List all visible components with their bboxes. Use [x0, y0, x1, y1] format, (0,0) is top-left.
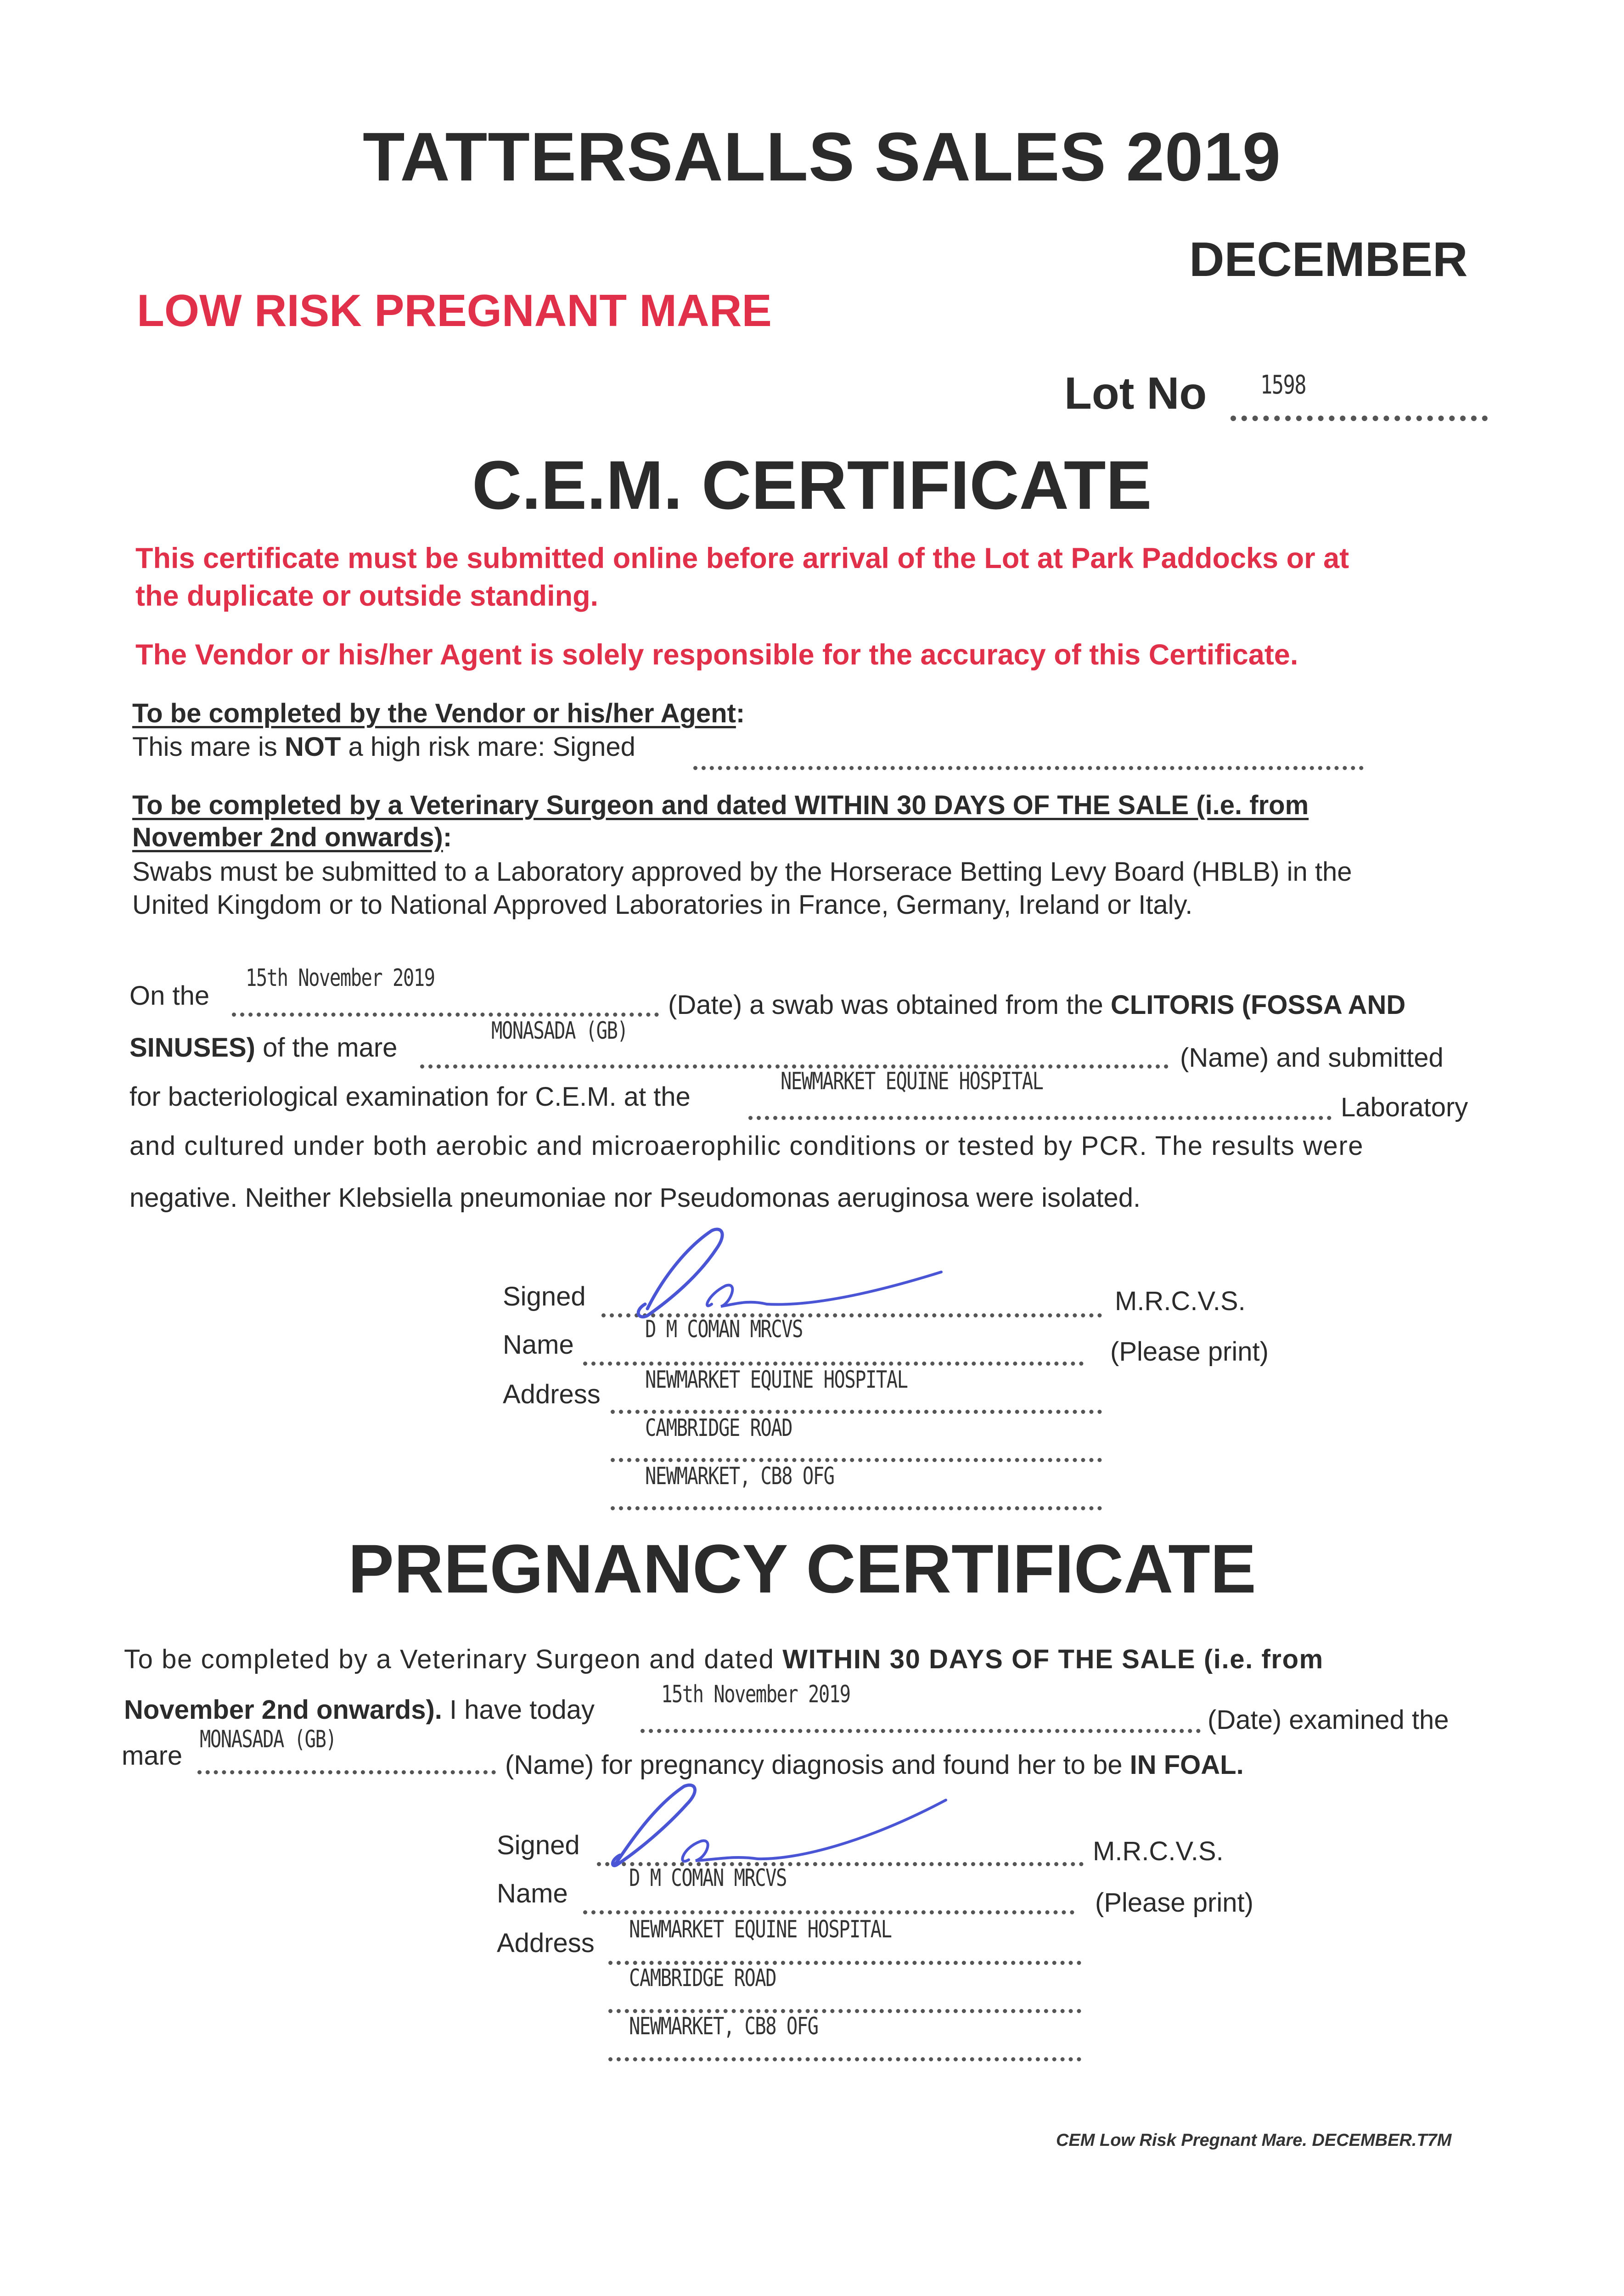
pregnancy-date-line: [641, 1729, 1201, 1733]
pregnancy-date-value: 15th November 2019: [661, 1681, 850, 1708]
name-submitted-label: (Name) and submitted: [1180, 1043, 1444, 1073]
sinuses-line: SINUSES) of the mare: [129, 1033, 398, 1063]
cem-please-print: (Please print): [1110, 1337, 1269, 1367]
pregnancy-date-suffix: (Date) examined the: [1208, 1705, 1449, 1735]
pregnancy-address-line1: NEWMARKET EQUINE HOSPITAL: [629, 1916, 892, 1943]
document-title: TATTERSALLS SALES 2019: [363, 118, 1281, 195]
cem-address-line2: CAMBRIDGE ROAD: [645, 1414, 792, 1442]
cem-signed-label: Signed: [503, 1282, 586, 1311]
pregnancy-address-line3-rule: [608, 2057, 1081, 2061]
pregnancy-found-text: (Name) for pregnancy diagnosis and found her to be IN FOAL.: [505, 1750, 1244, 1780]
on-the-label: On the: [129, 981, 210, 1011]
pregnancy-mare-name-line: [197, 1770, 496, 1774]
bacteriological-line: for bacteriological examination for C.E.M. at the: [129, 1082, 691, 1112]
cem-address-line3-rule: [611, 1506, 1102, 1510]
negative-line: negative. Neither Klebsiella pneumoniae nor Pseudomonas aeruginosa were isolated.: [129, 1183, 1141, 1213]
pregnancy-address-line3: NEWMARKET, CB8 OFG: [629, 2013, 818, 2040]
pregnancy-signed-label: Signed: [497, 1830, 580, 1860]
pregnancy-line1: To be completed by a Veterinary Surgeon and dated WITHIN 30 DAYS OF THE SALE (i.e. from: [124, 1644, 1324, 1674]
vet-heading-line2: November 2nd onwards):: [132, 822, 452, 852]
cem-warning-line1: This certificate must be submitted online before arrival of the Lot at Park Paddocks or at: [135, 542, 1349, 574]
cem-address-line2-rule: [611, 1458, 1102, 1462]
cultured-line: and cultured under both aerobic and microaerophilic conditions or tested by PCR. The results were: [129, 1131, 1364, 1161]
cem-address-line1: NEWMARKET EQUINE HOSPITAL: [645, 1366, 908, 1394]
cem-date-line: [232, 1013, 659, 1017]
pregnancy-address-label: Address: [497, 1928, 595, 1958]
pregnancy-mare-label: mare: [122, 1741, 183, 1771]
cem-mare-name: MONASADA (GB): [491, 1017, 628, 1045]
cem-address-line1-rule: [611, 1410, 1102, 1414]
vendor-signature-line: [693, 766, 1364, 770]
laboratory-value: NEWMARKET EQUINE HOSPITAL: [781, 1068, 1043, 1095]
cem-title: C.E.M. CERTIFICATE: [472, 446, 1152, 523]
cem-date-suffix: (Date) a swab was obtained from the CLITORIS (FOSSA AND: [668, 990, 1406, 1020]
lot-number: 1598: [1260, 370, 1306, 400]
cem-name-label: Name: [503, 1330, 574, 1360]
pregnancy-signature-image: [583, 1773, 960, 1874]
cem-address-line3: NEWMARKET, CB8 OFG: [645, 1463, 834, 1490]
cem-date-value: 15th November 2019: [246, 964, 435, 992]
cem-mrcvs-label: M.R.C.V.S.: [1115, 1286, 1246, 1316]
pregnancy-line2: November 2nd onwards). I have today: [124, 1695, 595, 1725]
sale-month: DECEMBER: [1189, 232, 1468, 287]
lot-label: Lot No: [1064, 368, 1207, 418]
cem-name-line: [583, 1362, 1084, 1366]
pregnancy-vet-name: D M COMAN MRCVS: [629, 1864, 787, 1892]
vendor-statement: This mare is NOT a high risk mare: Signed: [132, 732, 635, 762]
pregnancy-address-line2: CAMBRIDGE ROAD: [629, 1964, 776, 1992]
pregnancy-name-label: Name: [497, 1879, 568, 1908]
mare-category: LOW RISK PREGNANT MARE: [137, 285, 772, 336]
cem-warning-line2: the duplicate or outside standing.: [135, 580, 599, 612]
pregnancy-name-line: [583, 1910, 1074, 1914]
pregnancy-please-print: (Please print): [1095, 1888, 1253, 1918]
swab-line2: United Kingdom or to National Approved Laboratories in France, Germany, Ireland or Italy.: [132, 890, 1193, 920]
cem-responsibility: The Vendor or his/her Agent is solely responsible for the accuracy of this Certificate.: [135, 639, 1298, 671]
swab-line1: Swabs must be submitted to a Laboratory approved by the Horserace Betting Levy Board (HBLB) in the: [132, 857, 1352, 887]
pregnancy-mrcvs-label: M.R.C.V.S.: [1093, 1836, 1224, 1866]
pregnancy-mare-name: MONASADA (GB): [200, 1726, 337, 1753]
vendor-heading: To be completed by the Vendor or his/her Agent:: [132, 698, 745, 728]
laboratory-label: Laboratory: [1341, 1092, 1468, 1122]
cem-vet-name: D M COMAN MRCVS: [645, 1316, 803, 1343]
pregnancy-title: PREGNANCY CERTIFICATE: [348, 1530, 1256, 1607]
cem-signature-image: [592, 1212, 969, 1322]
vet-heading-line1: To be completed by a Veterinary Surgeon and dated WITHIN 30 DAYS OF THE SALE (i.e. from: [132, 790, 1309, 820]
laboratory-line: [748, 1116, 1332, 1120]
form-reference: CEM Low Risk Pregnant Mare. DECEMBER.T7M: [1056, 2131, 1452, 2150]
cem-address-label: Address: [503, 1379, 601, 1409]
lot-number-line: [1231, 416, 1488, 421]
